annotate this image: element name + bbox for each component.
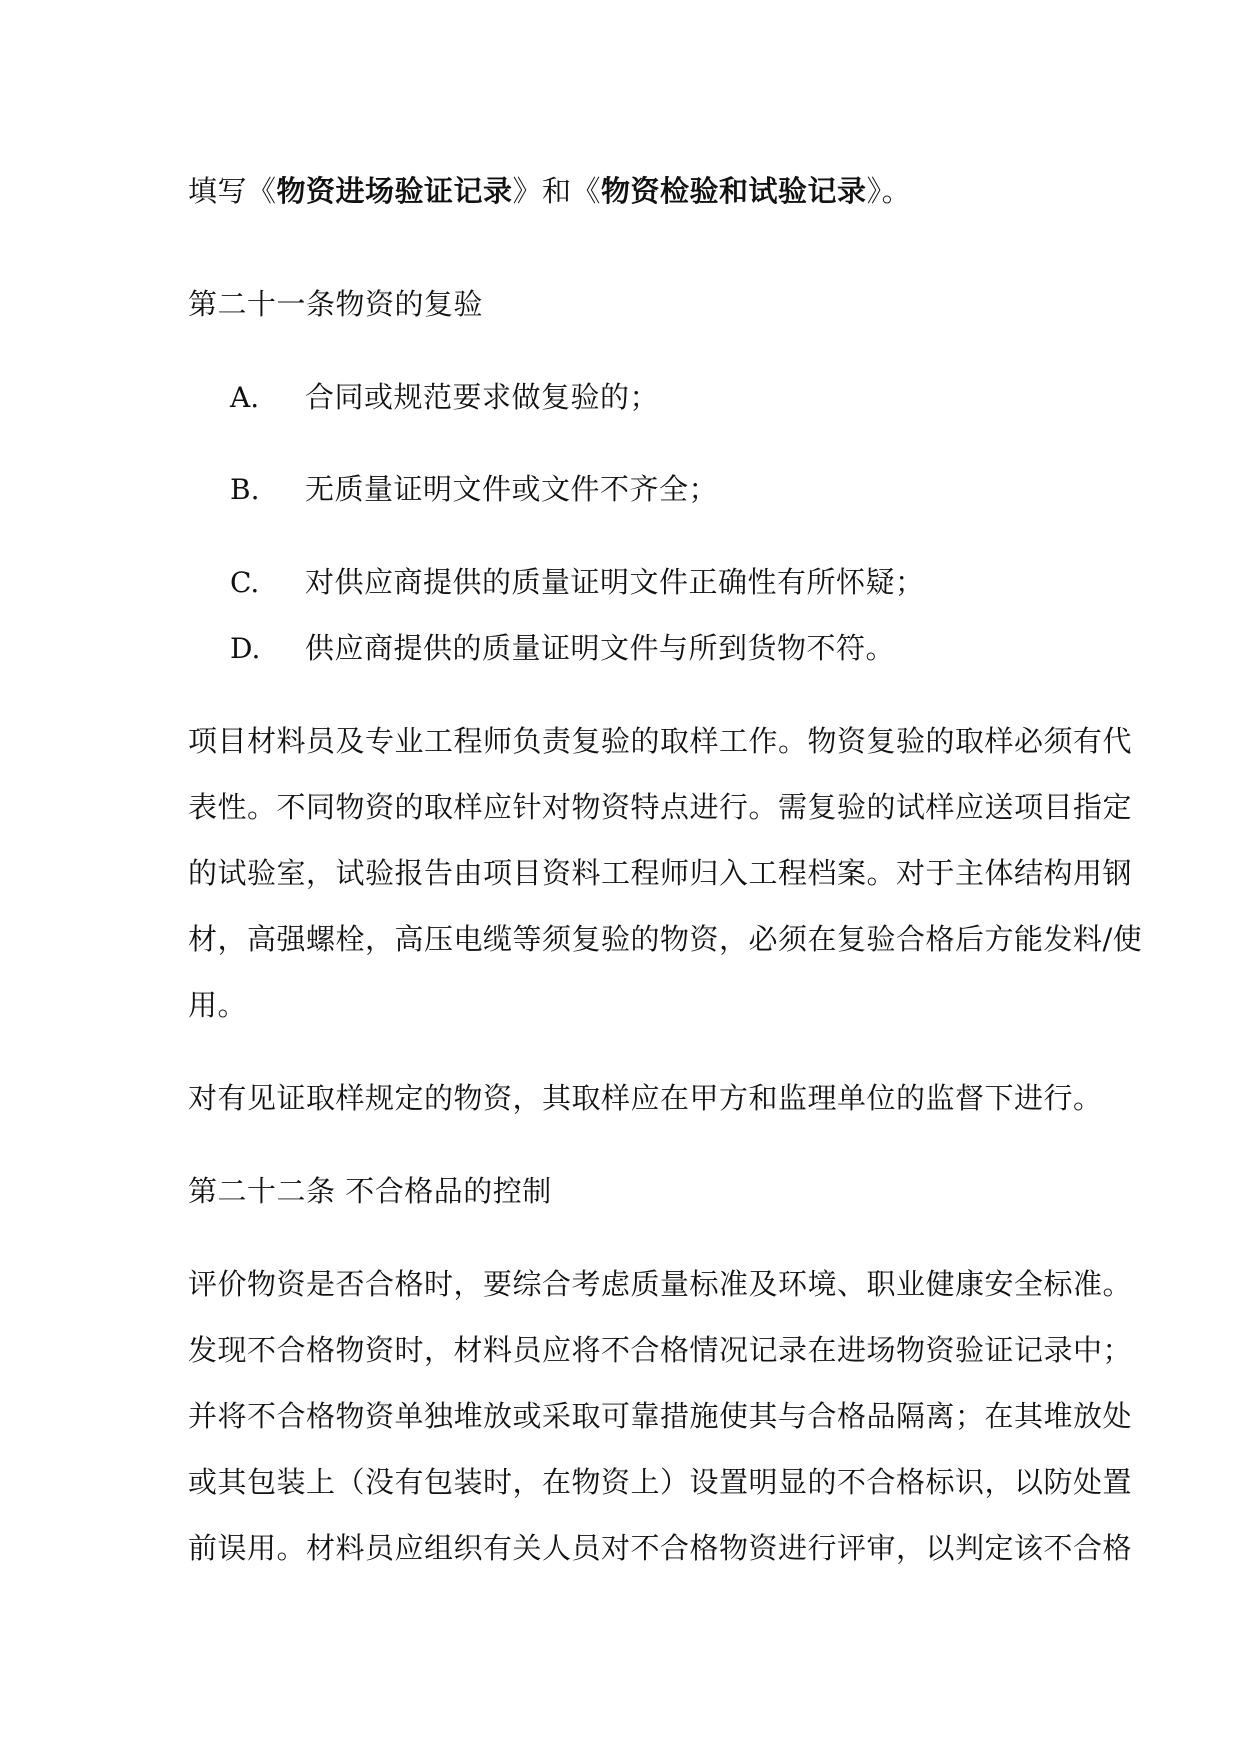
article-21-heading: 第二十一条物资的复验: [188, 287, 484, 321]
item-text: 无质量证明文件或文件不齐全；: [305, 472, 719, 506]
intro-suffix: 》。: [866, 174, 912, 208]
paragraph-line: 项目材料员及专业工程师负责复验的取样工作。物资复验的取样必须有代: [188, 724, 1133, 758]
intro-middle: 》和《: [512, 174, 602, 208]
item-letter: A.: [230, 381, 260, 414]
item-text: 供应商提供的质量证明文件与所到货物不符。: [305, 631, 896, 665]
paragraph-line: 评价物资是否合格时，要综合考虑质量标准及环境、职业健康安全标准。: [188, 1267, 1133, 1301]
item-letter: C.: [230, 566, 260, 599]
article-22-heading: 第二十二条 不合格品的控制: [188, 1174, 552, 1208]
paragraph-line: 并将不合格物资单独堆放或采取可靠措施使其与合格品隔离；在其堆放处: [188, 1399, 1133, 1433]
item-text: 对供应商提供的质量证明文件正确性有所怀疑；: [305, 565, 925, 599]
paragraph-line: 的试验室，试验报告由项目资料工程师归入工程档案。对于主体结构用钢: [188, 856, 1133, 890]
paragraph-line: 表性。不同物资的取样应针对物资特点进行。需复验的试样应送项目指定: [188, 790, 1133, 824]
intro-line: [188, 174, 911, 208]
paragraph-line: 用。: [188, 988, 248, 1022]
item-letter: B.: [230, 473, 260, 506]
paragraph-line: 发现不合格物资时，材料员应将不合格情况记录在进场物资验证记录中；: [188, 1333, 1133, 1367]
record-title-1: 物资进场验证记录: [276, 174, 513, 208]
item-text: 合同或规范要求做复验的；: [305, 380, 660, 414]
record-title-2: 物资检验和试验记录: [601, 174, 867, 208]
paragraph-line: 或其包装上（没有包装时，在物资上）设置明显的不合格标识，以防处置: [188, 1465, 1133, 1499]
item-letter: D.: [230, 632, 261, 665]
paragraph-line: 材，高强螺栓，高压电缆等须复验的物资，必须在复验合格后方能发料/使: [188, 922, 1143, 956]
witness-sampling-paragraph: 对有见证取样规定的物资，其取样应在甲方和监理单位的监督下进行。: [188, 1081, 1103, 1115]
paragraph-line: 前误用。材料员应组织有关人员对不合格物资进行评审，以判定该不合格: [188, 1531, 1133, 1565]
intro-prefix: 填写《: [188, 174, 277, 208]
